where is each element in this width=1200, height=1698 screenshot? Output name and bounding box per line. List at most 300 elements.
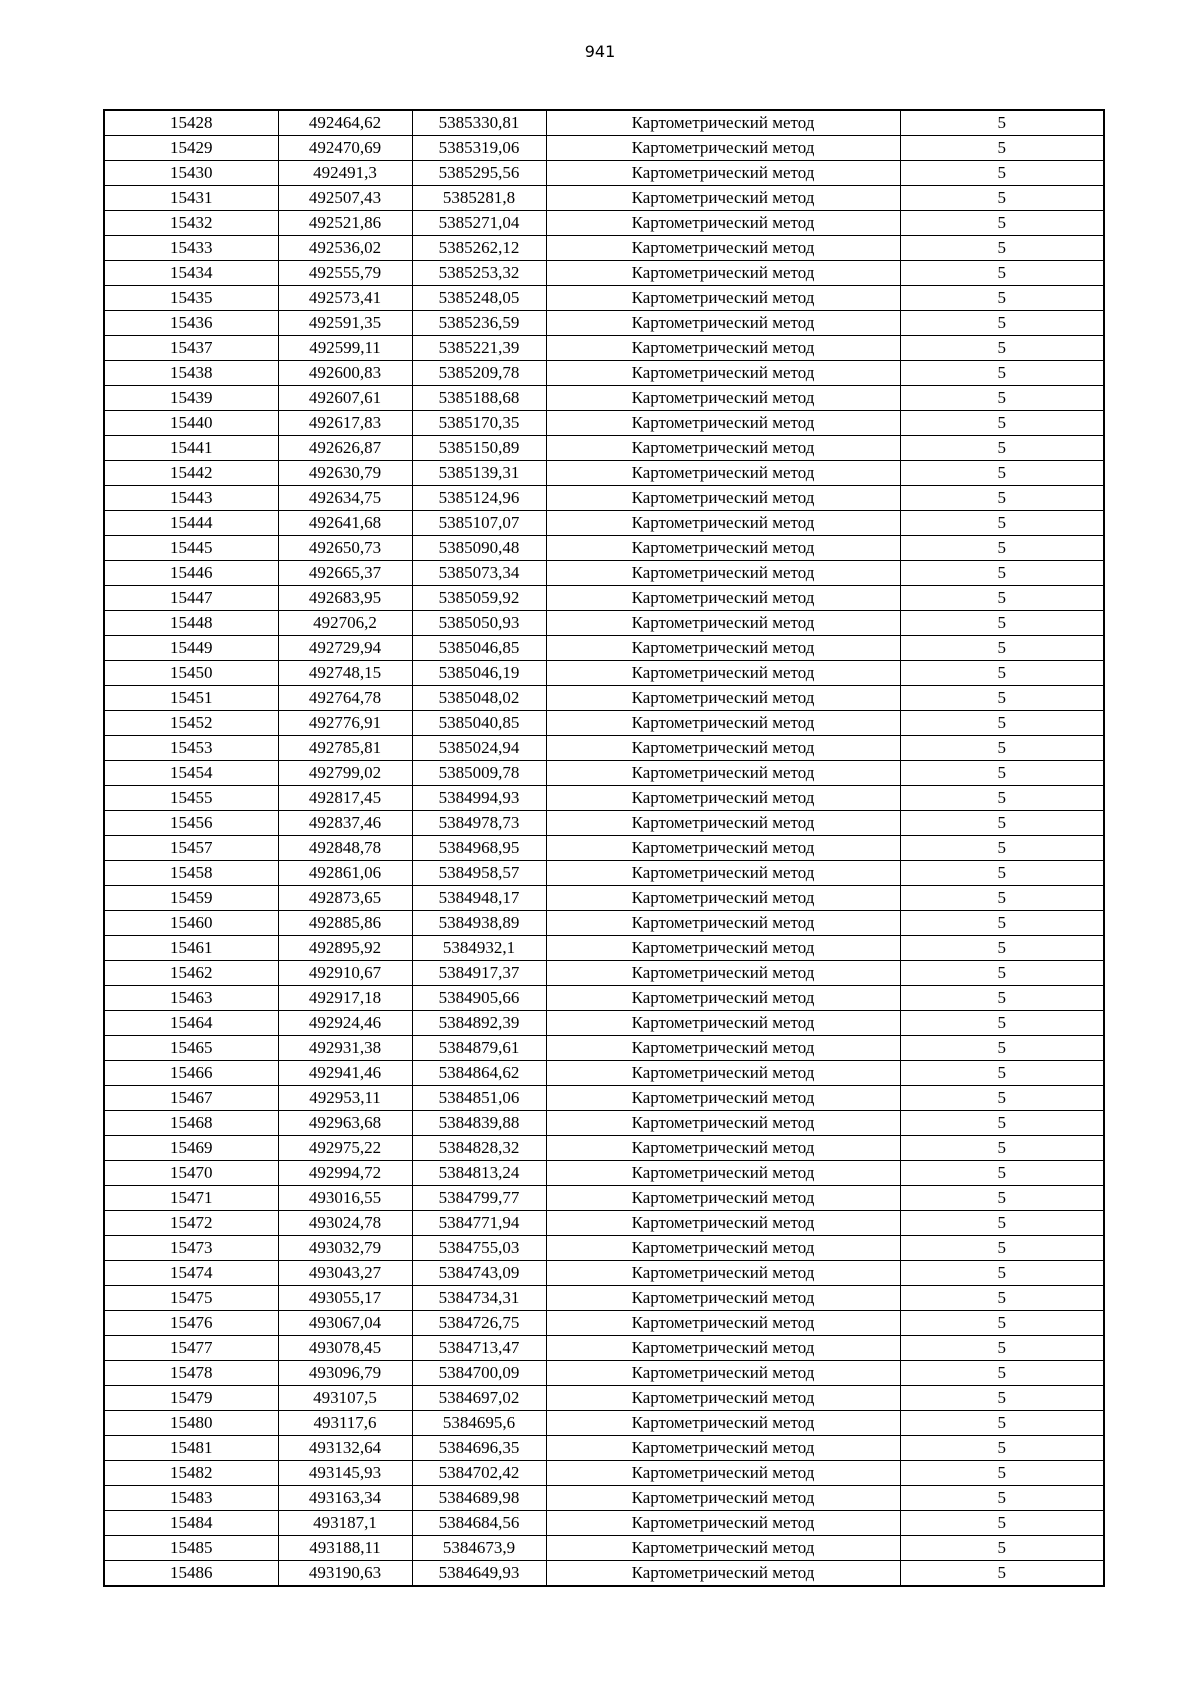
x-coordinate-cell: 492507,43: [278, 186, 412, 211]
method-cell: Картометрический метод: [546, 1486, 900, 1511]
y-coordinate-cell: 5385271,04: [412, 211, 546, 236]
point-number-cell: 15481: [104, 1436, 278, 1461]
table-row: [104, 411, 1104, 436]
accuracy-cell: 5: [900, 1011, 1104, 1036]
point-number-cell: 15486: [104, 1561, 278, 1587]
point-number-cell: 15451: [104, 686, 278, 711]
y-coordinate-cell: 5384713,47: [412, 1336, 546, 1361]
y-coordinate-cell: 5385046,85: [412, 636, 546, 661]
method-cell: Картометрический метод: [546, 961, 900, 986]
y-coordinate-cell: 5384696,35: [412, 1436, 546, 1461]
method-cell: Картометрический метод: [546, 1161, 900, 1186]
table-row: [104, 786, 1104, 811]
accuracy-cell: 5: [900, 636, 1104, 661]
point-number-cell: 15462: [104, 961, 278, 986]
method-cell: Картометрический метод: [546, 861, 900, 886]
y-coordinate-cell: 5384734,31: [412, 1286, 546, 1311]
table-row: [104, 1311, 1104, 1336]
point-number-cell: 15482: [104, 1461, 278, 1486]
x-coordinate-cell: 492776,91: [278, 711, 412, 736]
table-row: [104, 961, 1104, 986]
point-number-cell: 15431: [104, 186, 278, 211]
table-row: [104, 1061, 1104, 1086]
method-cell: Картометрический метод: [546, 1311, 900, 1336]
x-coordinate-cell: 493187,1: [278, 1511, 412, 1536]
table-row: [104, 811, 1104, 836]
y-coordinate-cell: 5384879,61: [412, 1036, 546, 1061]
accuracy-cell: 5: [900, 761, 1104, 786]
x-coordinate-cell: 492634,75: [278, 486, 412, 511]
x-coordinate-cell: 492573,41: [278, 286, 412, 311]
method-cell: Картометрический метод: [546, 136, 900, 161]
y-coordinate-cell: 5385209,78: [412, 361, 546, 386]
table-row: [104, 1461, 1104, 1486]
y-coordinate-cell: 5384948,17: [412, 886, 546, 911]
table-row: [104, 1411, 1104, 1436]
accuracy-cell: 5: [900, 1261, 1104, 1286]
accuracy-cell: 5: [900, 261, 1104, 286]
y-coordinate-cell: 5384702,42: [412, 1461, 546, 1486]
x-coordinate-cell: 492837,46: [278, 811, 412, 836]
y-coordinate-cell: 5385046,19: [412, 661, 546, 686]
page-number: 941: [584, 42, 616, 61]
accuracy-cell: 5: [900, 1311, 1104, 1336]
x-coordinate-cell: 492650,73: [278, 536, 412, 561]
x-coordinate-cell: 492873,65: [278, 886, 412, 911]
point-number-cell: 15458: [104, 861, 278, 886]
accuracy-cell: 5: [900, 611, 1104, 636]
x-coordinate-cell: 492536,02: [278, 236, 412, 261]
y-coordinate-cell: 5385295,56: [412, 161, 546, 186]
method-cell: Картометрический метод: [546, 636, 900, 661]
accuracy-cell: 5: [900, 361, 1104, 386]
x-coordinate-cell: 493188,11: [278, 1536, 412, 1561]
point-number-cell: 15446: [104, 561, 278, 586]
y-coordinate-cell: 5384813,24: [412, 1161, 546, 1186]
y-coordinate-cell: 5384968,95: [412, 836, 546, 861]
accuracy-cell: 5: [900, 1511, 1104, 1536]
point-number-cell: 15428: [104, 110, 278, 136]
accuracy-cell: 5: [900, 1211, 1104, 1236]
accuracy-cell: 5: [900, 411, 1104, 436]
x-coordinate-cell: 493078,45: [278, 1336, 412, 1361]
x-coordinate-cell: 492910,67: [278, 961, 412, 986]
point-number-cell: 15467: [104, 1086, 278, 1111]
table-row: [104, 911, 1104, 936]
method-cell: Картометрический метод: [546, 1511, 900, 1536]
table-row: [104, 386, 1104, 411]
table-row: [104, 1111, 1104, 1136]
x-coordinate-cell: 492607,61: [278, 386, 412, 411]
accuracy-cell: 5: [900, 186, 1104, 211]
x-coordinate-cell: 492665,37: [278, 561, 412, 586]
accuracy-cell: 5: [900, 386, 1104, 411]
accuracy-cell: 5: [900, 161, 1104, 186]
x-coordinate-cell: 492941,46: [278, 1061, 412, 1086]
x-coordinate-cell: 492464,62: [278, 110, 412, 136]
table-row: [104, 611, 1104, 636]
point-number-cell: 15485: [104, 1536, 278, 1561]
method-cell: Картометрический метод: [546, 1386, 900, 1411]
method-cell: Картометрический метод: [546, 361, 900, 386]
y-coordinate-cell: 5385262,12: [412, 236, 546, 261]
method-cell: Картометрический метод: [546, 161, 900, 186]
x-coordinate-cell: 492817,45: [278, 786, 412, 811]
y-coordinate-cell: 5385330,81: [412, 110, 546, 136]
y-coordinate-cell: 5384771,94: [412, 1211, 546, 1236]
accuracy-cell: 5: [900, 211, 1104, 236]
method-cell: Картометрический метод: [546, 411, 900, 436]
accuracy-cell: 5: [900, 1111, 1104, 1136]
table-row: [104, 1536, 1104, 1561]
y-coordinate-cell: 5384994,93: [412, 786, 546, 811]
table-row: [104, 736, 1104, 761]
accuracy-cell: 5: [900, 236, 1104, 261]
x-coordinate-cell: 492748,15: [278, 661, 412, 686]
point-number-cell: 15457: [104, 836, 278, 861]
point-number-cell: 15476: [104, 1311, 278, 1336]
table-row: [104, 136, 1104, 161]
point-number-cell: 15473: [104, 1236, 278, 1261]
table-row: [104, 1486, 1104, 1511]
y-coordinate-cell: 5384864,62: [412, 1061, 546, 1086]
method-cell: Картометрический метод: [546, 761, 900, 786]
table-row: [104, 636, 1104, 661]
y-coordinate-cell: 5385050,93: [412, 611, 546, 636]
method-cell: Картометрический метод: [546, 786, 900, 811]
accuracy-cell: 5: [900, 1436, 1104, 1461]
point-number-cell: 15441: [104, 436, 278, 461]
point-number-cell: 15440: [104, 411, 278, 436]
table-row: [104, 336, 1104, 361]
method-cell: Картометрический метод: [546, 661, 900, 686]
y-coordinate-cell: 5385124,96: [412, 486, 546, 511]
x-coordinate-cell: 492491,3: [278, 161, 412, 186]
table-row: [104, 211, 1104, 236]
y-coordinate-cell: 5385281,8: [412, 186, 546, 211]
x-coordinate-cell: 492848,78: [278, 836, 412, 861]
method-cell: Картометрический метод: [546, 986, 900, 1011]
accuracy-cell: 5: [900, 511, 1104, 536]
point-number-cell: 15434: [104, 261, 278, 286]
accuracy-cell: 5: [900, 1086, 1104, 1111]
accuracy-cell: 5: [900, 886, 1104, 911]
method-cell: Картометрический метод: [546, 110, 900, 136]
table-row: [104, 436, 1104, 461]
point-number-cell: 15452: [104, 711, 278, 736]
y-coordinate-cell: 5384958,57: [412, 861, 546, 886]
accuracy-cell: 5: [900, 711, 1104, 736]
point-number-cell: 15429: [104, 136, 278, 161]
y-coordinate-cell: 5385248,05: [412, 286, 546, 311]
x-coordinate-cell: 492764,78: [278, 686, 412, 711]
coordinates-table: [103, 109, 1105, 1587]
accuracy-cell: 5: [900, 1411, 1104, 1436]
y-coordinate-cell: 5385048,02: [412, 686, 546, 711]
x-coordinate-cell: 493096,79: [278, 1361, 412, 1386]
method-cell: Картометрический метод: [546, 1011, 900, 1036]
method-cell: Картометрический метод: [546, 936, 900, 961]
method-cell: Картометрический метод: [546, 561, 900, 586]
table-row: [104, 1511, 1104, 1536]
method-cell: Картометрический метод: [546, 1461, 900, 1486]
method-cell: Картометрический метод: [546, 236, 900, 261]
method-cell: Картометрический метод: [546, 336, 900, 361]
x-coordinate-cell: 492591,35: [278, 311, 412, 336]
accuracy-cell: 5: [900, 1136, 1104, 1161]
y-coordinate-cell: 5384851,06: [412, 1086, 546, 1111]
accuracy-cell: 5: [900, 686, 1104, 711]
method-cell: Картометрический метод: [546, 461, 900, 486]
y-coordinate-cell: 5384697,02: [412, 1386, 546, 1411]
y-coordinate-cell: 5385188,68: [412, 386, 546, 411]
x-coordinate-cell: 493067,04: [278, 1311, 412, 1336]
point-number-cell: 15483: [104, 1486, 278, 1511]
point-number-cell: 15477: [104, 1336, 278, 1361]
method-cell: Картометрический метод: [546, 1136, 900, 1161]
table-row: [104, 361, 1104, 386]
point-number-cell: 15433: [104, 236, 278, 261]
accuracy-cell: 5: [900, 536, 1104, 561]
table-row: [104, 586, 1104, 611]
accuracy-cell: 5: [900, 736, 1104, 761]
x-coordinate-cell: 493032,79: [278, 1236, 412, 1261]
method-cell: Картометрический метод: [546, 1536, 900, 1561]
point-number-cell: 15453: [104, 736, 278, 761]
x-coordinate-cell: 492626,87: [278, 436, 412, 461]
accuracy-cell: 5: [900, 561, 1104, 586]
method-cell: Картометрический метод: [546, 886, 900, 911]
table-row: [104, 761, 1104, 786]
y-coordinate-cell: 5384689,98: [412, 1486, 546, 1511]
y-coordinate-cell: 5384743,09: [412, 1261, 546, 1286]
point-number-cell: 15456: [104, 811, 278, 836]
point-number-cell: 15459: [104, 886, 278, 911]
accuracy-cell: 5: [900, 1236, 1104, 1261]
accuracy-cell: 5: [900, 911, 1104, 936]
table-row: [104, 561, 1104, 586]
y-coordinate-cell: 5384938,89: [412, 911, 546, 936]
x-coordinate-cell: 492924,46: [278, 1011, 412, 1036]
x-coordinate-cell: 492785,81: [278, 736, 412, 761]
accuracy-cell: 5: [900, 136, 1104, 161]
y-coordinate-cell: 5384649,93: [412, 1561, 546, 1587]
accuracy-cell: 5: [900, 1336, 1104, 1361]
method-cell: Картометрический метод: [546, 1111, 900, 1136]
accuracy-cell: 5: [900, 286, 1104, 311]
point-number-cell: 15437: [104, 336, 278, 361]
table-row: [104, 261, 1104, 286]
table-row: [104, 286, 1104, 311]
point-number-cell: 15454: [104, 761, 278, 786]
x-coordinate-cell: 492729,94: [278, 636, 412, 661]
table-row: [104, 1136, 1104, 1161]
point-number-cell: 15455: [104, 786, 278, 811]
x-coordinate-cell: 492975,22: [278, 1136, 412, 1161]
table-row: [104, 936, 1104, 961]
accuracy-cell: 5: [900, 1186, 1104, 1211]
point-number-cell: 15442: [104, 461, 278, 486]
y-coordinate-cell: 5385253,32: [412, 261, 546, 286]
point-number-cell: 15480: [104, 1411, 278, 1436]
table-row: [104, 1386, 1104, 1411]
x-coordinate-cell: 492895,92: [278, 936, 412, 961]
x-coordinate-cell: 492521,86: [278, 211, 412, 236]
method-cell: Картометрический метод: [546, 686, 900, 711]
x-coordinate-cell: 493145,93: [278, 1461, 412, 1486]
point-number-cell: 15445: [104, 536, 278, 561]
table-row: [104, 836, 1104, 861]
point-number-cell: 15474: [104, 1261, 278, 1286]
method-cell: Картометрический метод: [546, 1361, 900, 1386]
accuracy-cell: 5: [900, 1161, 1104, 1186]
method-cell: Картометрический метод: [546, 386, 900, 411]
x-coordinate-cell: 493024,78: [278, 1211, 412, 1236]
table-row: [104, 1036, 1104, 1061]
y-coordinate-cell: 5384892,39: [412, 1011, 546, 1036]
accuracy-cell: 5: [900, 861, 1104, 886]
method-cell: Картометрический метод: [546, 486, 900, 511]
method-cell: Картометрический метод: [546, 836, 900, 861]
accuracy-cell: 5: [900, 1536, 1104, 1561]
x-coordinate-cell: 492470,69: [278, 136, 412, 161]
accuracy-cell: 5: [900, 1386, 1104, 1411]
x-coordinate-cell: 492953,11: [278, 1086, 412, 1111]
method-cell: Картометрический метод: [546, 1561, 900, 1587]
x-coordinate-cell: 492617,83: [278, 411, 412, 436]
point-number-cell: 15463: [104, 986, 278, 1011]
y-coordinate-cell: 5384700,09: [412, 1361, 546, 1386]
table-row: [104, 486, 1104, 511]
accuracy-cell: 5: [900, 1286, 1104, 1311]
y-coordinate-cell: 5384932,1: [412, 936, 546, 961]
method-cell: Картометрический метод: [546, 811, 900, 836]
y-coordinate-cell: 5384755,03: [412, 1236, 546, 1261]
point-number-cell: 15471: [104, 1186, 278, 1211]
table-row: [104, 461, 1104, 486]
x-coordinate-cell: 493117,6: [278, 1411, 412, 1436]
method-cell: Картометрический метод: [546, 211, 900, 236]
method-cell: Картометрический метод: [546, 1261, 900, 1286]
x-coordinate-cell: 492600,83: [278, 361, 412, 386]
point-number-cell: 15449: [104, 636, 278, 661]
table-row: [104, 161, 1104, 186]
method-cell: Картометрический метод: [546, 1086, 900, 1111]
accuracy-cell: 5: [900, 986, 1104, 1011]
x-coordinate-cell: 492799,02: [278, 761, 412, 786]
x-coordinate-cell: 492963,68: [278, 1111, 412, 1136]
y-coordinate-cell: 5384828,32: [412, 1136, 546, 1161]
y-coordinate-cell: 5385107,07: [412, 511, 546, 536]
accuracy-cell: 5: [900, 110, 1104, 136]
table-row: [104, 311, 1104, 336]
method-cell: Картометрический метод: [546, 1211, 900, 1236]
accuracy-cell: 5: [900, 811, 1104, 836]
x-coordinate-cell: 493190,63: [278, 1561, 412, 1587]
method-cell: Картометрический метод: [546, 1236, 900, 1261]
x-coordinate-cell: 492555,79: [278, 261, 412, 286]
method-cell: Картометрический метод: [546, 1186, 900, 1211]
y-coordinate-cell: 5384799,77: [412, 1186, 546, 1211]
table-row: [104, 886, 1104, 911]
y-coordinate-cell: 5384839,88: [412, 1111, 546, 1136]
method-cell: Картометрический метод: [546, 261, 900, 286]
table-row: [104, 1361, 1104, 1386]
point-number-cell: 15460: [104, 911, 278, 936]
method-cell: Картометрический метод: [546, 536, 900, 561]
table-row: [104, 186, 1104, 211]
point-number-cell: 15479: [104, 1386, 278, 1411]
y-coordinate-cell: 5385090,48: [412, 536, 546, 561]
table-row: [104, 1236, 1104, 1261]
point-number-cell: 15468: [104, 1111, 278, 1136]
x-coordinate-cell: 492885,86: [278, 911, 412, 936]
table-row: [104, 1186, 1104, 1211]
method-cell: Картометрический метод: [546, 511, 900, 536]
point-number-cell: 15430: [104, 161, 278, 186]
y-coordinate-cell: 5384917,37: [412, 961, 546, 986]
y-coordinate-cell: 5384673,9: [412, 1536, 546, 1561]
method-cell: Картометрический метод: [546, 611, 900, 636]
accuracy-cell: 5: [900, 336, 1104, 361]
x-coordinate-cell: 493055,17: [278, 1286, 412, 1311]
method-cell: Картометрический метод: [546, 586, 900, 611]
x-coordinate-cell: 492641,68: [278, 511, 412, 536]
point-number-cell: 15444: [104, 511, 278, 536]
table-row: [104, 536, 1104, 561]
accuracy-cell: 5: [900, 1461, 1104, 1486]
x-coordinate-cell: 492917,18: [278, 986, 412, 1011]
y-coordinate-cell: 5385221,39: [412, 336, 546, 361]
y-coordinate-cell: 5384905,66: [412, 986, 546, 1011]
table-row: [104, 1286, 1104, 1311]
table-row: [104, 1211, 1104, 1236]
point-number-cell: 15438: [104, 361, 278, 386]
coordinates-table-body: [104, 110, 1104, 1586]
method-cell: Картометрический метод: [546, 736, 900, 761]
table-row: [104, 686, 1104, 711]
point-number-cell: 15443: [104, 486, 278, 511]
accuracy-cell: 5: [900, 1036, 1104, 1061]
point-number-cell: 15436: [104, 311, 278, 336]
point-number-cell: 15466: [104, 1061, 278, 1086]
point-number-cell: 15432: [104, 211, 278, 236]
x-coordinate-cell: 493016,55: [278, 1186, 412, 1211]
y-coordinate-cell: 5384684,56: [412, 1511, 546, 1536]
point-number-cell: 15470: [104, 1161, 278, 1186]
table-row: [104, 110, 1104, 136]
table-row: [104, 861, 1104, 886]
y-coordinate-cell: 5385170,35: [412, 411, 546, 436]
x-coordinate-cell: 492630,79: [278, 461, 412, 486]
x-coordinate-cell: 492861,06: [278, 861, 412, 886]
method-cell: Картометрический метод: [546, 1036, 900, 1061]
table-row: [104, 1261, 1104, 1286]
point-number-cell: 15448: [104, 611, 278, 636]
table-row: [104, 1561, 1104, 1587]
y-coordinate-cell: 5384726,75: [412, 1311, 546, 1336]
table-row: [104, 1086, 1104, 1111]
x-coordinate-cell: 493043,27: [278, 1261, 412, 1286]
method-cell: Картометрический метод: [546, 286, 900, 311]
method-cell: Картометрический метод: [546, 1436, 900, 1461]
accuracy-cell: 5: [900, 1361, 1104, 1386]
table-row: [104, 1011, 1104, 1036]
x-coordinate-cell: 492931,38: [278, 1036, 412, 1061]
method-cell: Картометрический метод: [546, 1286, 900, 1311]
accuracy-cell: 5: [900, 786, 1104, 811]
point-number-cell: 15447: [104, 586, 278, 611]
